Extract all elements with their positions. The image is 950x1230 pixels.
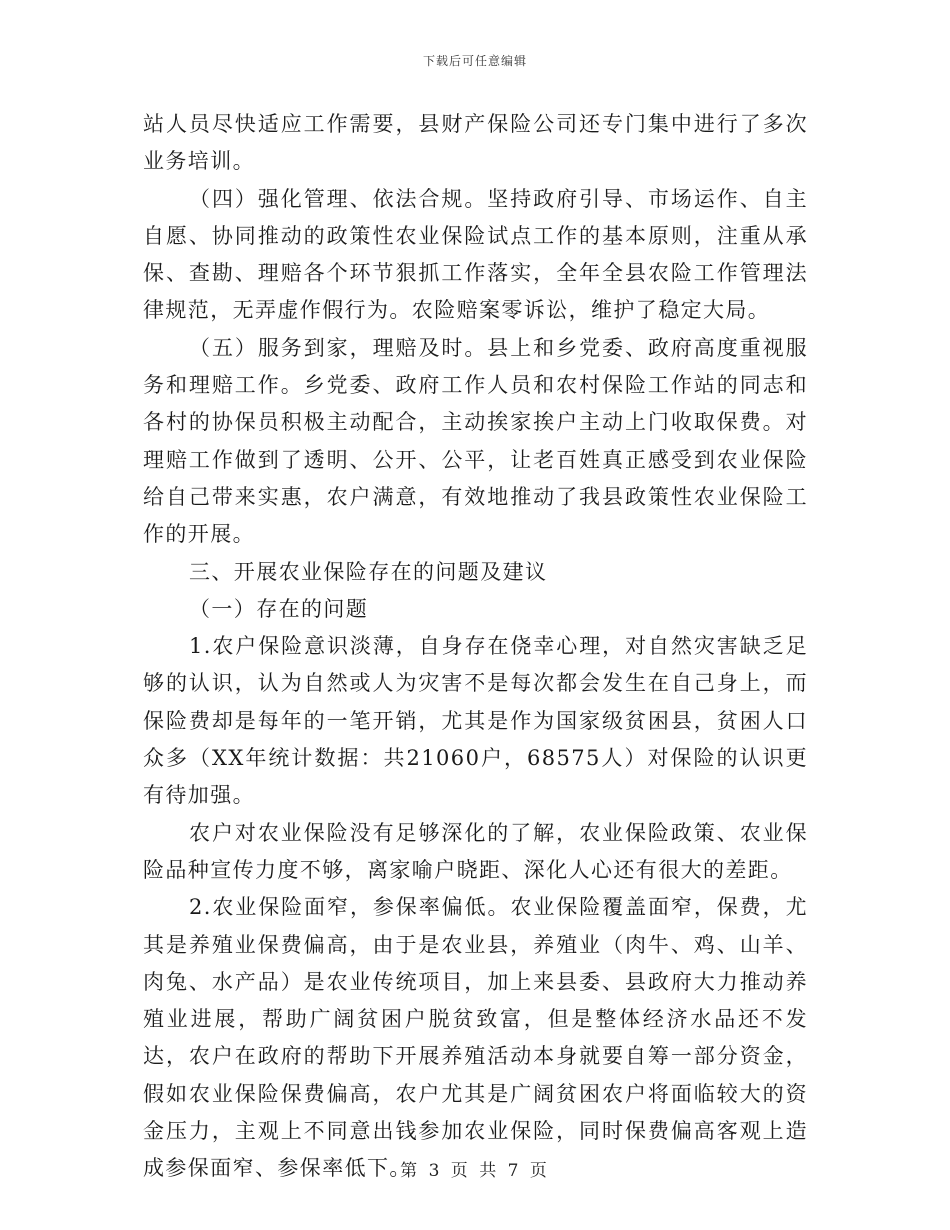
- document-body: [143, 106, 808, 1188]
- paragraph-section-5: （五）服务到家，理赔及时。县上和乡党委、政府高度重视服务和理赔工作。乡党委、政府工作人员和农村保险工作站的同志和各村的协保员积极主动配合，主动挨家挨户主动上门收取保费。对理赔工作做到了透明、公开、公平，让老百姓真正感受到农业保险给自己带来实惠，农户满意，有效地推动了我县政策性农业保险工作的开展。: [143, 335, 808, 547]
- paragraph-section-4: （四）强化管理、依法合规。坚持政府引导、市场运作、自主自愿、协同推动的政策性农业保险试点工作的基本原则，注重从承保、查勘、理赔各个环节狠抓工作落实，全年全县农险工作管理法律规范，无弄虚作假行为。农险赔案零诉讼，维护了稳定大局。: [143, 186, 808, 323]
- page-number: 第 3 页 共 7 页: [400, 1161, 550, 1181]
- paragraph-problem-2: 2.农业保险面窄，参保率偏低。农业保险覆盖面窄，保费，尤其是养殖业保费偏高，由于是农业县，养殖业（肉牛、鸡、山羊、肉兔、水产品）是农业传统项目，加上来县委、县政府大力推动养殖业进展，帮助广阔贫困户脱贫致富，但是整体经济水品还不发达，农户在政府的帮助下开展养殖活动本身就要自筹一部分资金，假如农业保险保费偏高，农户尤其是广阔贫困农户将面临较大的资金压力，主观上不同意出钱参加农业保险，同时保费偏高客观上造成参保面窄、参保率低下。: [143, 895, 808, 1181]
- subheading-existing-problems: （一）存在的问题: [189, 596, 369, 621]
- paragraph-continuation: 站人员尽快适应工作需要，县财产保险公司还专门集中进行了多次业务培训。: [143, 112, 808, 174]
- paragraph-problem-1-cont: 农户对农业保险没有足够深化的了解，农业保险政策、农业保险品种宣传力度不够，离家喻户晓距、深化人心还有很大的差距。: [143, 820, 808, 882]
- paragraph-problem-1: 1.农户保险意识淡薄，自身存在侥幸心理，对自然灾害缺乏足够的认识，认为自然或人为灾害不是每次都会发生在自己身上，而保险费却是每年的一笔开销，尤其是作为国家级贫困县，贫困人口众多（XX年统计数据：共21060户，68575人）对保险的认识更有待加强。: [143, 634, 808, 808]
- page-header-note: 下载后可任意编辑: [422, 54, 527, 68]
- heading-problems-and-suggestions: 三、开展农业保险存在的问题及建议: [189, 559, 548, 584]
